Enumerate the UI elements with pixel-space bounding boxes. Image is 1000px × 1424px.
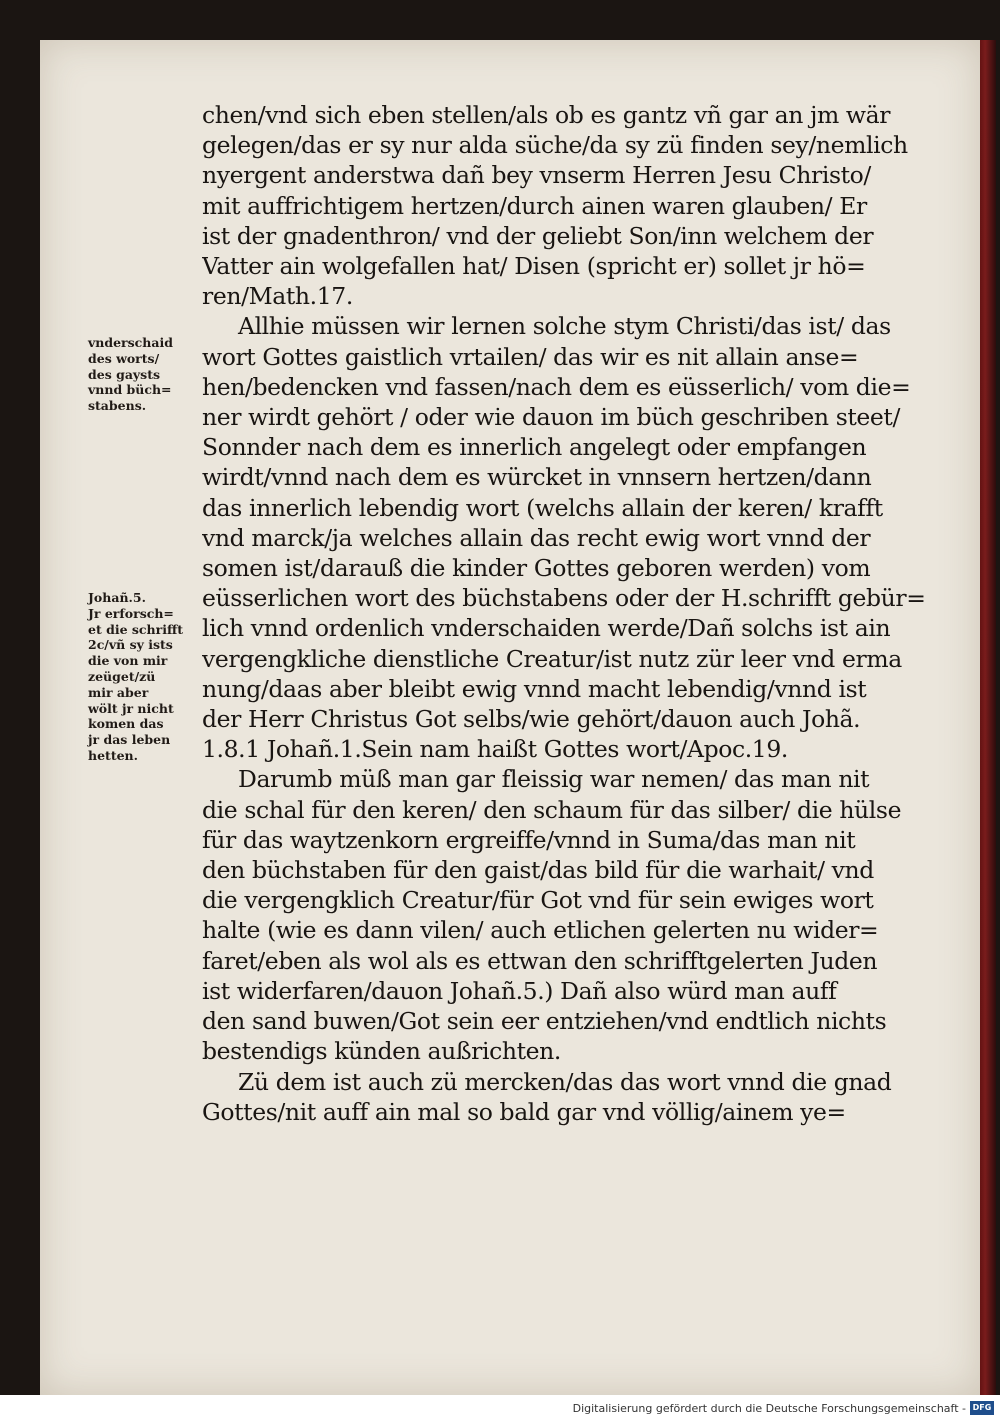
marginal-line: hetten. — [88, 747, 138, 763]
marginal-note-2 — [88, 590, 218, 764]
marginal-line: des gaysts — [88, 366, 161, 382]
text-line: ner wirdt gehört / oder wie dauon im büch geschriben steet/ — [202, 403, 900, 432]
text-line: gelegen/das er sy nur alda süche/da sy zü finden sey/nemlich — [202, 131, 908, 160]
text-line: wirdt/vnnd nach dem es würcket in vnnsern hertzen/dann — [202, 463, 872, 492]
marginal-line: Jr erforsch= — [88, 605, 174, 621]
text-line: ist widerfaren/dauon Johañ.5.) Dañ also würd man auff — [202, 976, 837, 1005]
marginal-line: jr das leben — [88, 732, 171, 748]
book-edge — [978, 40, 996, 1395]
text-line: nyergent anderstwa dañ bey vnserm Herren Jesu Christo/ — [202, 161, 871, 190]
marginal-line: des worts/ — [88, 350, 160, 366]
text-line: vnd marck/ja welches allain das recht ewig wort vnnd der — [202, 523, 871, 552]
marginal-line: vnderschaid — [88, 335, 173, 350]
footer — [573, 1401, 994, 1415]
text-line: eüsserlichen wort des büchstabens oder der H.schrifft gebür= — [202, 584, 926, 613]
text-line: nung/daas aber bleibt ewig vnnd macht lebendig/vnnd ist — [202, 674, 867, 703]
text-line: faret/eben als wol als es ettwan den schrifftgelerten Juden — [202, 946, 878, 975]
text-line: die schal für den keren/ den schaum für das silber/ die hülse — [202, 795, 902, 824]
text-line: chen/vnd sich eben stellen/als ob es gantz vñ gar an jm wär — [202, 101, 891, 129]
marginal-line: mir aber — [88, 684, 149, 700]
marginal-line: et die schrifft — [88, 621, 183, 637]
text-line: hen/bedencken vnd fassen/nach dem es eüsserlich/ vom die= — [202, 372, 911, 401]
marginal-line: 2c/vñ sy ists — [88, 637, 173, 653]
text-line: Gottes/nit auff ain mal so bald gar vnd völlig/ainem ye= — [202, 1097, 846, 1126]
marginal-line: Johañ.5. — [88, 590, 146, 605]
dfg-logo-icon: DFG — [970, 1401, 994, 1415]
marginal-line: komen das — [88, 716, 164, 732]
marginal-line: die von mir — [88, 653, 168, 669]
marginal-line: zeüget/zü — [88, 668, 156, 684]
marginal-line: vnnd büch= — [88, 382, 172, 398]
marginal-line: stabens. — [88, 398, 147, 414]
text-line: das innerlich lebendig wort (welchs allain der keren/ krafft — [202, 493, 883, 522]
main-text-block — [202, 100, 932, 1127]
marginal-line: wölt jr nicht — [88, 700, 174, 716]
text-line: Darumb müß man gar fleissig war nemen/ das man nit — [238, 765, 870, 794]
text-line: mit auffrichtigem hertzen/durch ainen waren glauben/ Er — [202, 191, 867, 220]
text-line: 1.8.1 Johañ.1.Sein nam haißt Gottes wort/Apoc.19. — [202, 735, 788, 764]
text-line: Allhie müssen wir lernen solche stym Christi/das ist/ das — [238, 312, 891, 341]
text-line: bestendigs künden außrichten. — [202, 1037, 561, 1066]
text-line: für das waytzenkorn ergreiffe/vnnd in Suma/das man nit — [202, 825, 856, 854]
text-line: lich vnnd ordenlich vnderschaiden werde/Dañ solchs ist ain — [202, 614, 891, 643]
text-line: den sand buwen/Got sein eer entziehen/vnd endtlich nichts — [202, 1007, 887, 1036]
text-line: ren/Math.17. — [202, 282, 353, 311]
text-line: Vatter ain wolgefallen hat/ Disen (spricht er) sollet jr hö= — [202, 252, 866, 281]
text-line: vergengkliche dienstliche Creatur/ist nutz zür leer vnd erma — [202, 644, 902, 673]
text-line: der Herr Christus Got selbs/wie gehört/dauon auch Johã. — [202, 705, 861, 734]
book-page — [40, 40, 980, 1395]
text-line: den büchstaben für den gaist/das bild für die warhait/ vnd — [202, 856, 874, 885]
marginal-note-1 — [88, 335, 218, 414]
footer-text: Digitalisierung gefördert durch die Deutsche Forschungsgemeinschaft - — [572, 1401, 966, 1415]
text-line: wort Gottes gaistlich vrtailen/ das wir es nit allain anse= — [202, 342, 859, 371]
text-line: Zü dem ist auch zü mercken/das das wort vnnd die gnad — [238, 1067, 892, 1096]
text-line: Sonnder nach dem es innerlich angelegt oder empfangen — [202, 433, 867, 462]
text-line: ist der gnadenthron/ vnd der geliebt Son/inn welchem der — [202, 221, 874, 250]
text-line: halte (wie es dann vilen/ auch etlichen gelerten nu wider= — [202, 916, 879, 945]
text-line: somen ist/darauß die kinder Gottes geboren werden) vom — [202, 554, 871, 583]
text-line: die vergengklich Creatur/für Got vnd für sein ewiges wort — [202, 886, 874, 915]
